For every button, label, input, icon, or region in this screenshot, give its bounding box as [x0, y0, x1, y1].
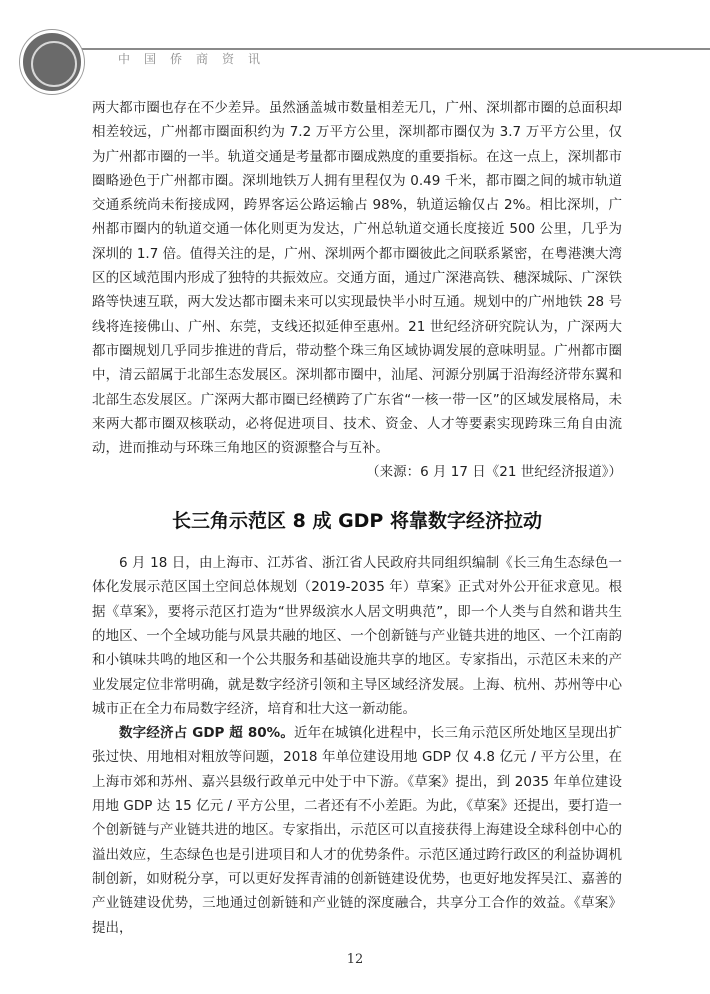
page-content: [92, 96, 622, 940]
article2-paragraph-2-lead: 数字经济占 GDP 超 80%。: [119, 725, 294, 742]
article2-paragraph-2: [92, 721, 622, 940]
article2-paragraph-2-body: 近年在城镇化进程中，长三角示范区所处地区呈现出扩张过快、用地相对粗放等问题，2018 年单位建设用地 GDP 仅 4.8 亿元 / 平方公里，在上海市郊和苏州、嘉兴县级行政单元中处于中下游。《草案》提出，到 2035 年单位建设用地 GDP 达 15 亿元 / 平方公里，二者还有不小差距。为此，《草案》还提出，要打造一个创新链与产业链共进的地区。专家指出，示范区可以直接获得上海建设全球科创中心的溢出效应，生态绿色也是引进项目和人才的优势条件。示范区通过跨行政区的利益协调机制创新，如财税分享，可以更好发挥青浦的创新链建设优势，也更好地发挥吴江、嘉善的产业链建设优势，三地通过创新链和产业链的深度融合，共享分工合作的效益。《草案》提出，: [92, 725, 622, 936]
article2-paragraph-1: 6 月 18 日，由上海市、江苏省、浙江省人民政府共同组织编制《长三角生态绿色一体化发展示范区国土空间总体规划（2019-2035 年）草案》正式对外公开征求意见。根据《草案》，要将示范区打造为“世界级滨水人居文明典范”，即一个人类与自然和谐共生的地区、一个全域功能与风景共融的地区、一个创新链与产业链共进的地区、一个江南韵和小镇味共鸣的地区和一个公共服务和基础设施共享的地区。专家指出，示范区未来的产业发展定位非常明确，就是数字经济引领和主导区域经济发展。上海、杭州、苏州等中心城市正在全力布局数字经济，培育和壮大这一新动能。: [92, 555, 622, 717]
article1-body: 两大都市圈也存在不少差异。虽然涵盖城市数量相差无几，广州、深圳都市圈的总面积却相差较远，广州都市圈面积约为 7.2 万平方公里，深圳都市圈仅为 3.7 万平方公里，仅为广州都市圈的一半。轨道交通是考量都市圈成熟度的重要指标。在这一点上，深圳都市圈略逊色于广州都市圈。深圳地铁万人拥有里程仅为 0.49 千米，都市圈之间的城市轨道交通系统尚未衔接成网，跨界客运公路运输占 98%，轨道运输仅占 2%。相比深圳，广州都市圈内的轨道交通一体化则更为发达，广州总轨道交通长度接近 500 公里，几乎为深圳的 1.7 倍。值得关注的是，广州、深圳两个都市圈彼此之间联系紧密，在粤港澳大湾区的区域范围内形成了独特的共振效应。交通方面，通过广深港高铁、穗深城际、广深铁路等快速互联，两大发达都市圈未来可以实现最快半小时互通。规划中的广州地铁 28 号线将连接佛山、广州、东莞，支线还拟延伸至惠州。21 世纪经济研究院认为，广深两大都市圈规划几乎同步推进的背后，带动整个珠三角区域协调发展的意味明显。广州都市圈中，清云韶属于北部生态发展区。深圳都市圈中，汕尾、河源分别属于沿海经济带东翼和北部生态发展区。广深两大都市圈已经横跨了广东省“一核一带一区”的区域发展格局，未来两大都市圈双核联动，必将促进项目、技术、资金、人才等要素实现跨珠三角自由流动，进而推动与环珠三角地区的资源整合与互补。: [92, 100, 622, 457]
page-number: 12: [346, 952, 364, 967]
header-title: 中国侨商资讯: [118, 52, 275, 66]
page-header: [0, 30, 710, 78]
article1-source: （来源：6 月 17 日《21 世纪经济报道》）: [366, 464, 622, 481]
logo-emblem-icon: [20, 30, 84, 94]
logo-inner-ring: [31, 41, 77, 87]
article2-title: 长三角示范区 8 成 GDP 将靠数字经济拉动: [172, 509, 542, 532]
